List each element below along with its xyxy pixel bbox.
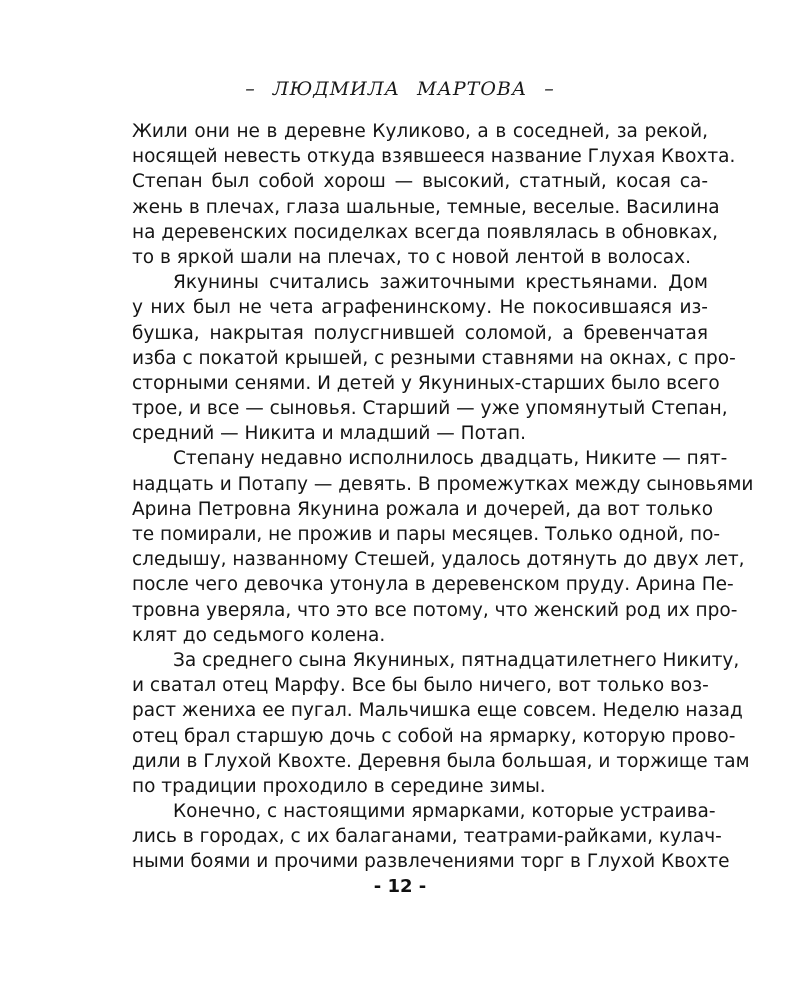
text-line: надцать и Потапу — девять. В промежутках между сыновьями [132,473,754,495]
text-line: бушка, накрытая полусгнившей соломой, а бревенчатая [132,322,708,344]
text-line: средний — Никита и младший — Потап. [132,423,526,445]
text-line: следышу, названному Стешей, удалось дотянуть до двух лет, [132,549,745,571]
text-line: Степану недавно исполнилось двадцать, Никите — пят- [173,448,728,470]
text-line: у них был не чета аграфенинскому. Не покосившаяся из- [132,297,708,319]
text-line: после чего девочка утонула в деревенском пруду. Арина Пе- [132,574,734,596]
text-line: носящей невесть откуда взявшееся название Глухая Квохта. [132,146,736,168]
body-text [132,119,754,875]
text-line: жень в плечах, глаза шальные, темные, веселые. Василина [132,196,720,218]
text-line: по традиции проходило в середине зимы. [132,775,546,797]
running-head: – ЛЮДМИЛА МАРТОВА – [245,78,555,100]
text-line: на деревенских посиделках всегда появлялась в обновках, [132,221,719,243]
text-line: отец брал старшую дочь с собой на ярмарку, которую прово- [132,725,736,747]
text-line: Жили они не в деревне Куликово, а в соседней, за рекой, [132,121,708,142]
text-line: Якунины считались зажиточными крестьянами. Дом [173,272,708,294]
text-line: За среднего сына Якуниных, пятнадцатилетнего Никиту, [173,649,740,671]
text-line: изба с покатой крышей, с резными ставнями на окнах, с про- [132,347,736,369]
text-line: дили в Глухой Квохте. Деревня была большая, и торжище там [132,750,750,772]
text-line: раст жениха ее пугал. Мальчишка еще совсем. Неделю назад [132,700,743,722]
text-line: то в яркой шали на плечах, то с новой лентой в волосах. [132,246,691,268]
text-line: трое, и все — сыновья. Старший — уже упомянутый Степан, [132,398,728,420]
text-line: ными боями и прочими развлечениями торг в Глухой Квохте [132,851,730,873]
text-line: те помирали, не прожив и пары месяцев. Только одной, по- [132,524,721,545]
text-line: тровна уверяла, что это все потому, что женский род их про- [132,599,738,621]
text-line: Арина Петровна Якунина рожала и дочерей, да вот только [132,498,714,520]
text-line: клят до седьмого колена. [132,624,386,646]
text-line: Конечно, с настоящими ярмарками, которые устраива- [173,801,716,823]
page-number: - 12 - [373,876,427,897]
text-line: и сватал отец Марфу. Все бы было ничего, вот только воз- [132,675,709,697]
text-line: лись в городах, с их балаганами, театрами-райками, кулач- [132,826,722,848]
text-line: сторными сенями. И детей у Якуниных-старших было всего [132,372,720,394]
text-line: Степан был собой хорош — высокий, статный, косая са- [132,171,708,193]
